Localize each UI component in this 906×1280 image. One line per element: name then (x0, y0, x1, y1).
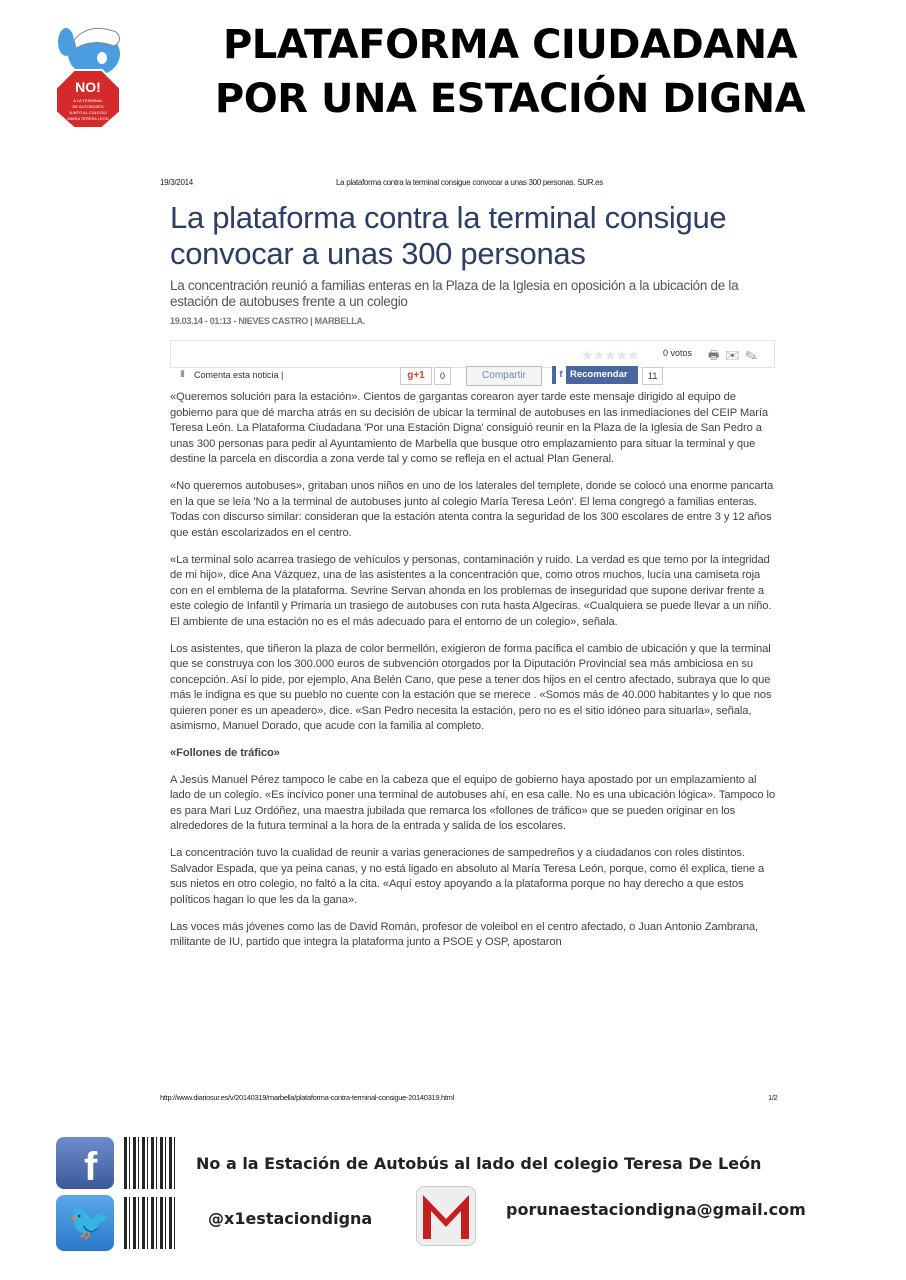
twitter-logo-icon[interactable]: 🐦 (56, 1195, 114, 1251)
share-button[interactable] (466, 366, 542, 386)
svg-text:JUNTO AL COLEGIO: JUNTO AL COLEGIO (68, 110, 108, 115)
paragraph: «Queremos solución para la estación». Cientos de gargantas corearon ayer tarde este mensaje dirigido al equipo de gobierno para que dé marcha atrás en su decisión de ubicar la terminal de autobuses en las inmediaciones del CEIP María Teresa León. La Plataforma Ciudadana 'Por una Estación Digna' consiguió reunir en la Plaza de la Iglesia de San Pedro a unas 300 personas para pedir al Ayuntamiento de Marbella que busque otro emplazamiento para situar la terminal y que destine la parcela en discordia a zona verde tal y como se refleja en el actual Plan General. (170, 391, 768, 465)
paragraph: «La terminal solo acarrea trasiego de vehículos y personas, contaminación y ruido. La verdad es que temo por la integridad de mi hijo», dice Ana Vázquez, una de las asistentes a la concentración que, como otros muchos, lucía una camiseta roja con en el emblema de la plataforma. Sevrine Servan ahonda en los problemas de inseguridad que supone derivar frente a este colegio de Infantil y Primaria un trasiego de autobuses con ruta hasta Algeciras. «Cualquiera se puede llevar a un niño. El ambiente de una estación no es el más adecuado para el entorno de un colegio», señala. (170, 553, 772, 628)
print-date: 19/3/2014 (160, 178, 193, 187)
facebook-page-text: No a la Estación de Autobús al lado del colegio Teresa De León (196, 1154, 762, 1173)
gplus-button[interactable]: g+1 (400, 367, 432, 385)
svg-text:DE AUTOBUSES: DE AUTOBUSES (72, 104, 104, 109)
recommend-count: 11 (642, 367, 663, 385)
article-headline: La plataforma contra la terminal consigue convocar a unas 300 personas (170, 200, 727, 271)
rating-stars[interactable]: ★★★★★ (581, 347, 639, 363)
print-icon[interactable]: 🖶 (708, 348, 726, 362)
facebook-qr-code (124, 1137, 178, 1189)
rating-toolbar (170, 340, 775, 368)
print-page-number: 1/2 (768, 1093, 778, 1102)
section-heading: «Follones de tráfico» (170, 747, 280, 759)
mail-icon[interactable]: ✉ (725, 348, 746, 362)
recommend-label: Recomendar (570, 369, 628, 380)
article-body (170, 390, 780, 962)
facebook-logo-icon[interactable]: f (56, 1137, 114, 1189)
title-line-2: POR UNA ESTACIÓN DIGNA (214, 76, 806, 122)
email-address[interactable]: porunaestaciondigna@gmail.com (506, 1200, 806, 1219)
paragraph: Las voces más jóvenes como las de David Román, profesor de voleibol en el centro afectado, o Juan Antonio Zambrana, militante de IU, partido que integra la plataforma junto a PSOE y OSP, apostaron (170, 920, 758, 948)
article-byline: 19.03.14 - 01:13 - NIEVES CASTRO | MARBELLA. (170, 316, 365, 326)
twitter-qr-code (124, 1197, 176, 1249)
paragraph: La concentración tuvo la cualidad de reunir a varias generaciones de sampedreños y a ciudadanos con roles distintos. Salvador Espada, que ya peina canas, y no está ligado en absoluto al María Teresa León, porque, como él explica, tiene a sus nietos en otro colegio, no faltó a la cita. «Aquí estoy apoyando a la plataforma porque no hay derecho a que estos políticos hagan lo que les da la gana». (170, 847, 765, 906)
paragraph: Los asistentes, que tiñeron la plaza de color bermellón, exigieron de forma pacífica el cambio de ubicación y que la terminal que se construya con los 300.000 euros de subvención otorgados por la Diputación Provincial sea más ambiciosa en su concepción. Así lo pide, por ejemplo, Ana Belén Cano, que pese a tener dos hijos en el centro afectado, subraya que lo que más le indigna es que su pueblo no cuente con la estación que se merece . «Somos más de 40.000 habitantes y lo que nos quieren poner es un apeadero», dice. «San Pedro necesita la estación, pero no es el sitio idóneo para situarla», señala, asimismo, Manuel Dorado, que acude con la familia al completo. (170, 642, 772, 732)
votes-count: 0 votos (663, 348, 693, 358)
share-label: Compartir (482, 370, 526, 381)
social-bar (170, 366, 790, 386)
comment-icon: ▮ (180, 368, 185, 378)
page-title (150, 18, 870, 126)
print-url: http://www.diariosur.es/v/20140319/marbella/plataforma-contra-terminal-consigue-20140319.html (160, 1093, 454, 1102)
paragraph: A Jesús Manuel Pérez tampoco le cabe en la cabeza que el equipo de gobierno haya apostado por un emplazamiento al lado de un colegio. «Es incívico poner una terminal de autobuses ahí, en esa calle. No es una ubicación lógica». Tampoco lo es para Mari Luz Ordóñez, una maestra jubilada que remarca los «follones de tráfico» que se pueden originar en los alrededores de la futura terminal a la hora de la entrada y salida de los escolares. (170, 773, 776, 832)
gmail-icon[interactable] (416, 1186, 476, 1246)
smurf-stop-logo (44, 22, 138, 128)
svg-text:NO!: NO! (75, 79, 101, 95)
edit-icon[interactable]: ✎ (745, 348, 764, 362)
twitter-handle[interactable]: @x1estaciondigna (208, 1209, 373, 1228)
title-line-1: PLATAFORMA CIUDADANA (222, 22, 798, 68)
recommend-button[interactable] (552, 366, 638, 384)
gplus-count: 0 (434, 367, 451, 385)
comment-link[interactable]: Comenta esta noticia | (194, 370, 284, 380)
svg-text:A LA TERMINAL: A LA TERMINAL (73, 98, 103, 103)
paragraph: «No queremos autobuses», gritaban unos niños en uno de los laterales del templete, donde se colocó una enorme pancarta en la que se leía 'No a la terminal de autobuses junto al colegio María Teresa León'. El lema congregó a familias enteras. Todas con discurso similar: consideran que la estación atenta contra la seguridad de los 300 escolares de entre 3 y 12 años que están escolarizados en el centro. (170, 480, 774, 539)
svg-text:MARIA TERESA LEON: MARIA TERESA LEON (67, 116, 109, 121)
article-subtitle: La concentración reunió a familias enteras en la Plaza de la Iglesia en oposición a la ubicación de la estación de autobuses frente a un colegio (170, 278, 739, 309)
facebook-icon: f (556, 366, 566, 384)
print-page-title: La plataforma contra la terminal consigue convocar a unas 300 personas. SUR.es (336, 178, 603, 187)
